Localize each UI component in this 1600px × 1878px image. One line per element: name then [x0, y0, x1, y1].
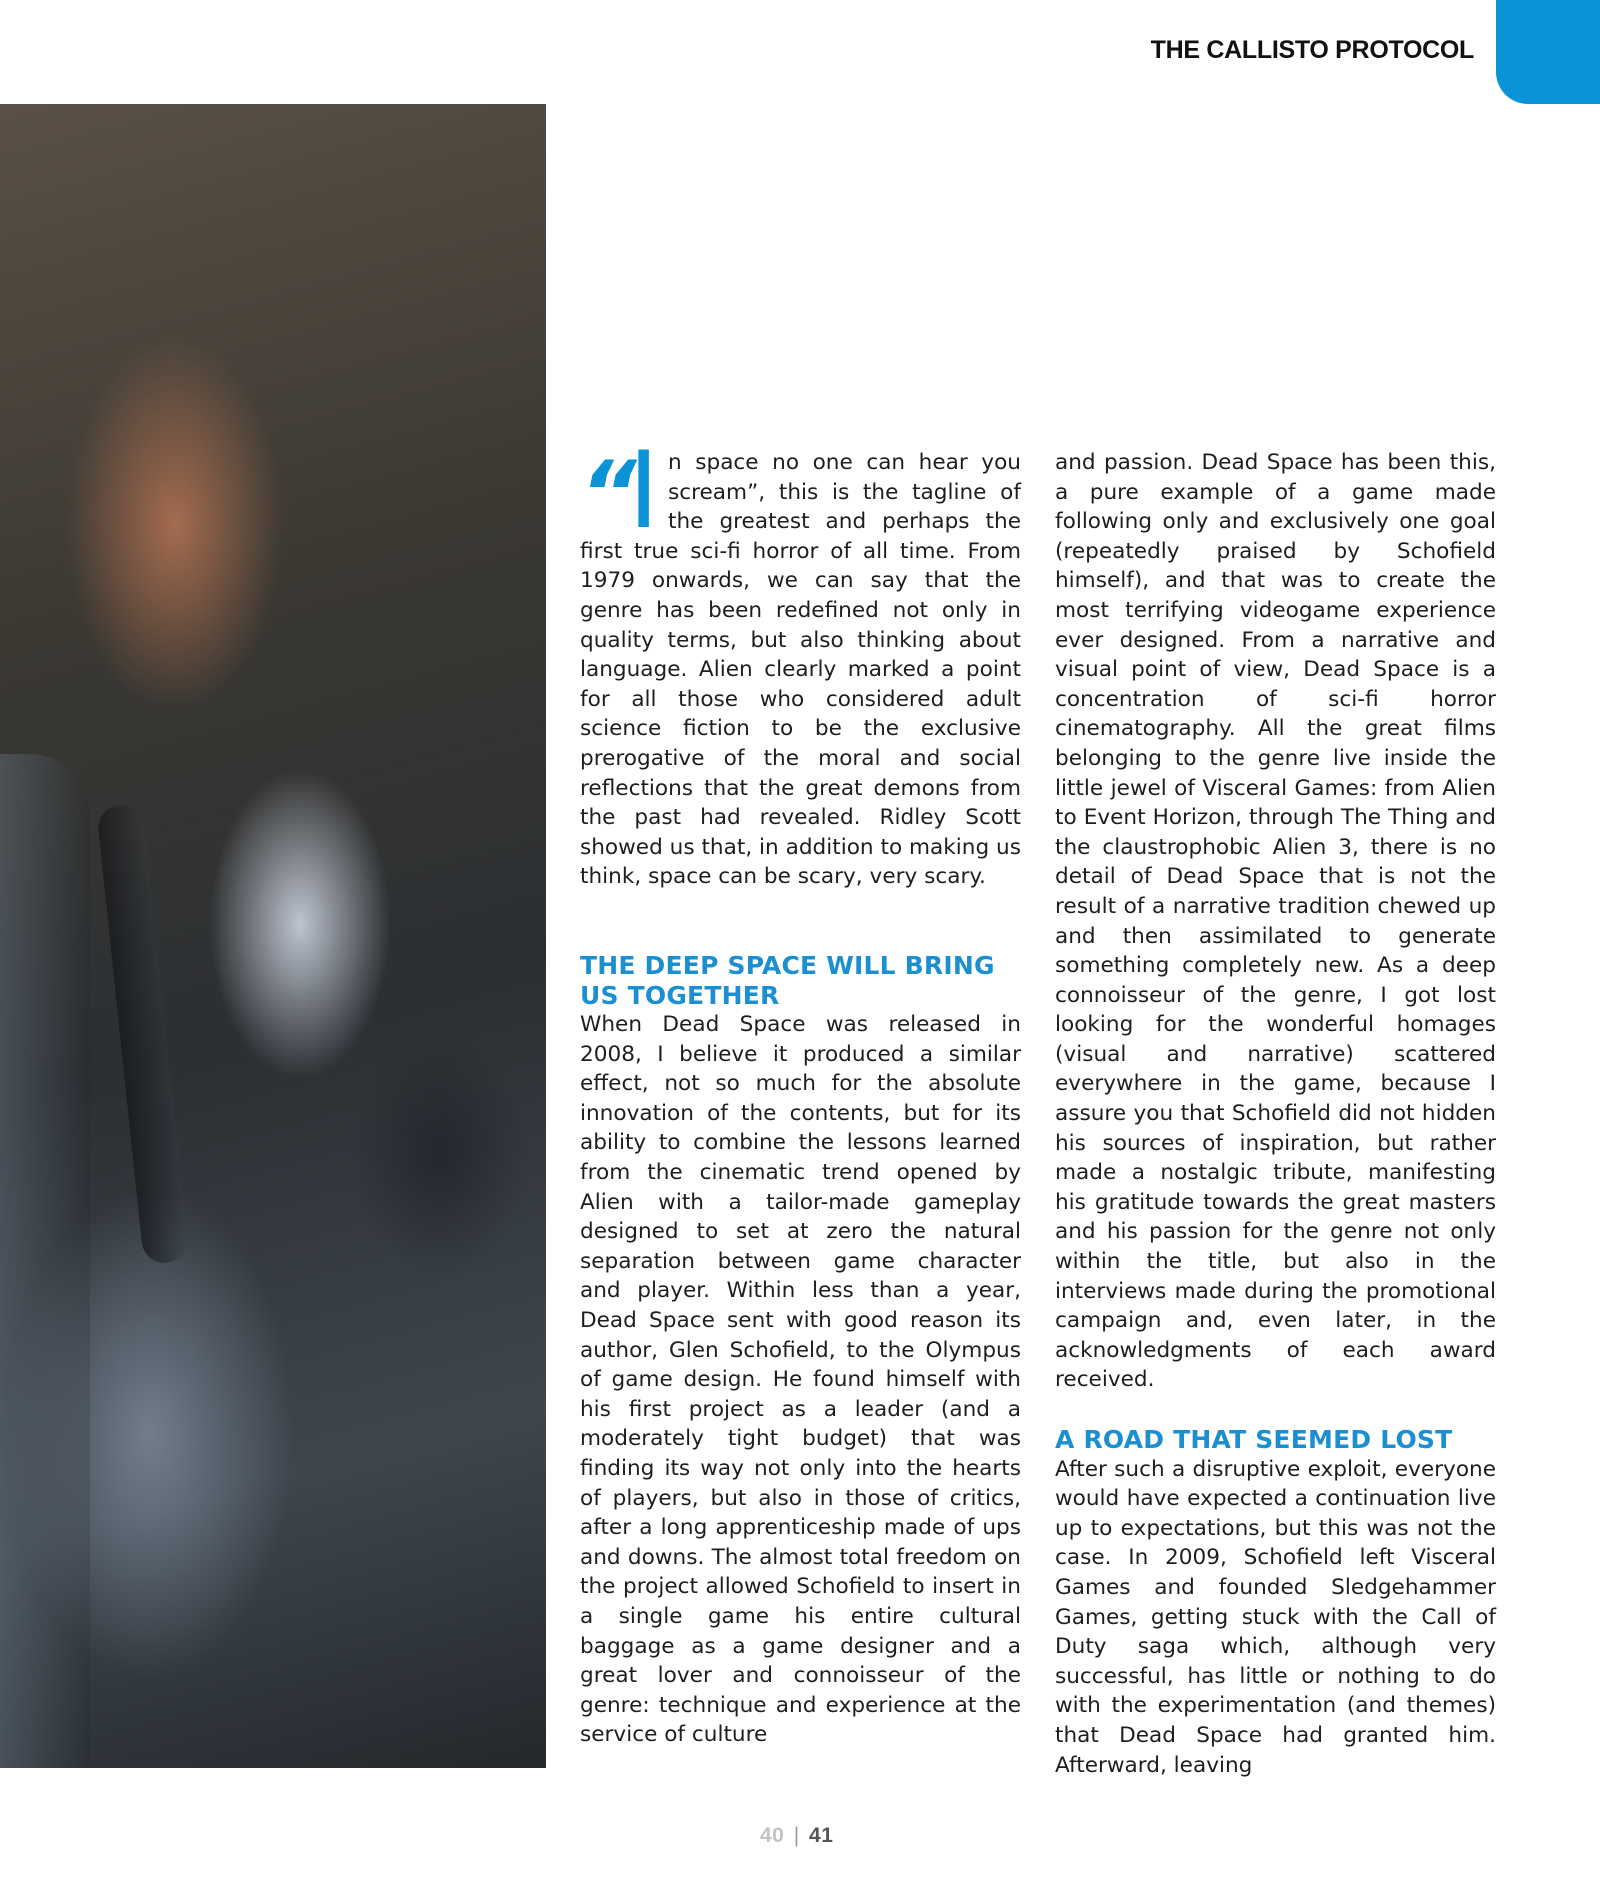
photo-shape-slit — [96, 803, 190, 1265]
intro-paragraph — [580, 429, 1021, 892]
blue-corner-tab — [1496, 0, 1600, 104]
article-column-right — [1055, 448, 1496, 1780]
page-separator: | — [793, 1824, 800, 1847]
body-paragraph-disruptive-exploit: After such a disruptive exploit, everyone would have expected a continuation live up to expectations, but this was not the case. In 2009, Schofield left Visceral Games and founded Sledgehammer Games, getting stuck with the Call of Duty saga which, although very successful, has little or nothing to do with the experimentation (and themes) that Dead Space had granted him. Afterward, leaving — [1055, 1456, 1496, 1778]
section-heading-road-lost: A ROAD THAT SEEMED LOST — [1055, 1425, 1453, 1454]
running-title: THE CALLISTO PROTOCOL — [1150, 36, 1474, 64]
paragraph-gap — [580, 892, 1021, 951]
article-column-left — [580, 429, 1021, 1750]
section-heading-deep-space: THE DEEP SPACE WILL BRING US TOGETHER — [580, 950, 995, 1010]
opening-quote-mark: “ — [580, 442, 631, 545]
body-paragraph-dead-space-release: When Dead Space was released in 2008, I believe it produced a similar effect, not so much for the absolute innovation of the contents, but for its ability to combine the lessons learned from the cinematic trend opened by Alien with a tailor-made gameplay designed to set at zero the natural separation between game character and player. Within less than a year, Dead Space sent with good reason its author, Glen Schofield, to the Olympus of game design. He found himself with his first project as a leader (and a moderately tight budget) that was finding its way not only into the hearts of players, but also in those of critics, after a long apprenticeship made of ups and downs. The almost total freedom on the project allowed Schofield to insert in a single game his entire cultural baggage as a game designer and a great lover and connoisseur of the genre: technique and experience at the service of culture — [580, 1012, 1021, 1748]
drop-cap-initial: I — [628, 429, 660, 552]
photo-shape-rim — [0, 754, 90, 1768]
paragraph-gap — [1055, 1395, 1496, 1425]
body-paragraph-dead-space-passion: and passion. Dead Space has been this, a pure example of a game made following only and exclusively one goal (repeatedly praised by Schofield himself), and that was to create the most terrifying videogame experience ever designed. From a narrative and visual point of view, Dead Space is a concentration of sci-fi horror cinematography. All the great films belonging to the genre live inside the little jewel of Visceral Games: from Alien to Event Horizon, through The Thing and the claustrophobic Alien 3, there is no detail of Dead Space that is not the result of a narrative tradition chewed up and then assimilated to generate something completely new. As a deep connoisseur of the genre, I got lost looking for the wonderful homages (visual and narrative) scattered everywhere in the game, because I assure you that Schofield did not hidden his sources of inspiration, but rather made a nostalgic tribute, manifesting his gratitude towards the great masters and his passion for the genre not only within the title, but also in the interviews made during the promotional campaign and, even later, in the acknowledgments of each award received. — [1055, 450, 1496, 1393]
page-number-left: 40 — [760, 1824, 785, 1847]
page-numbers — [760, 1824, 833, 1848]
intro-text: n space no one can hear you scream”, this is the tagline of the greatest and perhaps the first true sci-fi horror of all time. From 1979 onwards, we can say that the genre has been redefined not only in quality terms, but also thinking about language. Alien clearly marked a point for all those who considered adult science fiction to be the exclusive prerogative of the moral and social reflections that the great demons from the past had revealed. Ridley Scott showed us that, in addition to making us think, space can be scary, very scary. — [580, 450, 1021, 890]
article-photo — [0, 104, 546, 1768]
page-number-right: 41 — [809, 1824, 834, 1847]
